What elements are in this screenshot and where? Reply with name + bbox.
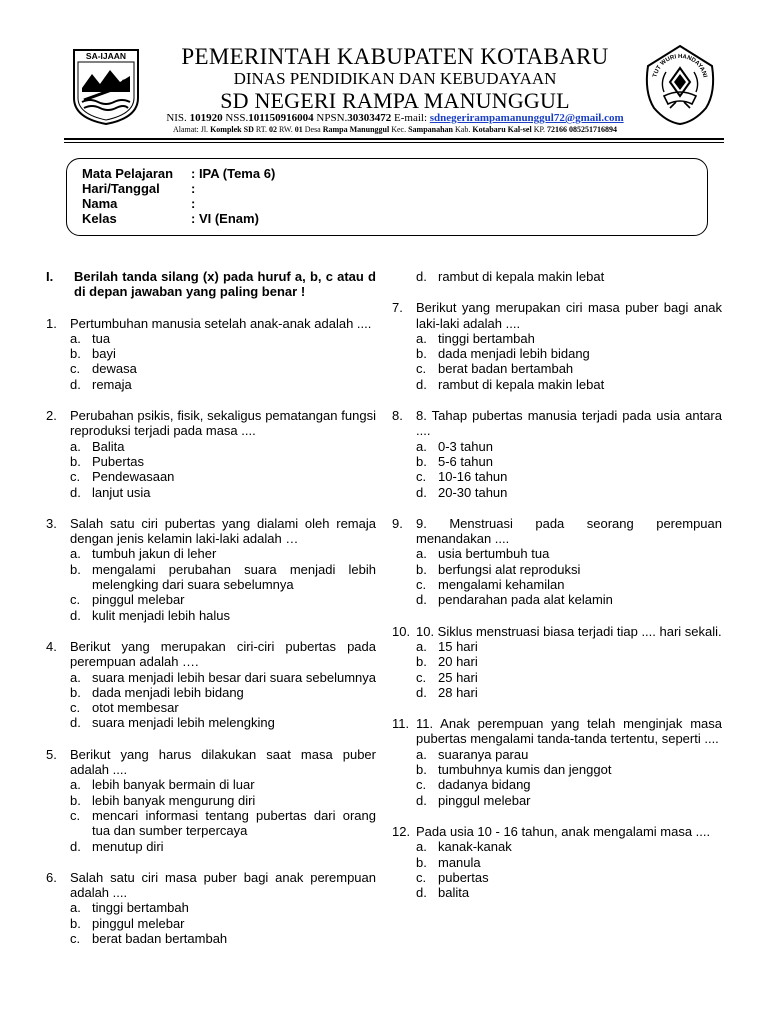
question-text: Salah satu ciri masa puber bagi anak perempuan adalah .... [70,869,376,901]
question-text: 9. Menstruasi pada seorang perempuan menandakan .... [416,515,722,547]
option-letter: d. [416,484,427,500]
option-text: otot membesar [92,700,179,716]
option-text: suara menjadi lebih melengking [92,715,275,731]
question-number: 2. [46,408,57,424]
info-row-class: Kelas : VI (Enam) [82,211,259,226]
question-item [392,408,722,500]
question-item [392,624,722,700]
option-letter: b. [70,561,81,577]
option-letter: a. [70,438,81,454]
option-text: 10-16 tahun [438,469,508,485]
question-text: Berikut yang harus dilakukan saat masa puber adalah .... [70,746,376,778]
answer-option [416,685,722,700]
answer-option [416,870,722,885]
option-letter: b. [416,346,427,362]
answer-option [70,346,376,361]
option-letter: c. [70,700,81,716]
answer-option [70,777,376,792]
option-text: Balita [92,438,125,454]
option-letter: c. [416,777,427,793]
question-number: 11. [392,716,410,732]
answer-option [416,485,722,500]
answer-option [70,685,376,700]
question-item [392,716,722,808]
option-letter: a. [416,746,427,762]
question-number: 5. [46,746,57,762]
question-item [46,316,376,392]
answer-option [70,546,376,561]
option-text: suara menjadi lebih besar dari suara sebelumnya [92,669,376,685]
option-letter: b. [70,346,81,362]
answer-option [70,331,376,346]
option-letter: d. [70,484,81,500]
option-text: 15 hari [438,638,478,654]
option-text: tinggi bertambah [438,330,535,346]
option-text: 20-30 tahun [438,484,508,500]
option-text: tumbuhnya kumis dan jenggot [438,762,612,778]
option-carryover: d. rambut di kepala makin lebat [416,269,605,284]
answer-option [416,361,722,376]
option-letter: a. [416,839,427,855]
option-text: pinggul melebar [438,792,531,808]
answer-option [70,900,376,915]
info-row-name: Nama : [82,196,196,211]
question-number: 3. [46,515,57,531]
answer-option [416,747,722,762]
option-letter: b. [70,915,81,931]
info-row-subject: Mata Pelajaran : IPA (Tema 6) [82,166,276,181]
question-text: Berikut yang merupakan ciri masa puber bagi anak laki-laki adalah .... [416,300,722,331]
option-letter: a. [70,900,81,916]
option-text: manula [438,854,481,870]
option-text: berfungsi alat reproduksi [438,561,581,577]
option-text: kulit menjadi lebih halus [92,607,231,623]
option-letter: b. [416,561,427,577]
option-text: remaja [92,376,132,392]
question-number: 9. [392,515,403,531]
option-letter: a. [416,546,427,562]
answer-option [70,454,376,469]
question-text: Berikut yang merupakan ciri-ciri pubertas pada perempuan adalah …. [70,638,376,670]
answer-option [70,808,376,839]
letterhead-rule-thick [64,138,724,140]
question-number: 6. [46,869,57,885]
question-stem [392,716,722,747]
option-text: rambut di kepala makin lebat [438,376,605,392]
option-letter: b. [416,854,427,870]
option-list [70,900,376,946]
option-text: tinggi bertambah [92,900,189,916]
question-stem [46,870,376,901]
question-text: Pada usia 10 - 16 tahun, anak mengalami masa .... [416,823,711,839]
option-text: pendarahan pada alat kelamin [438,592,613,608]
option-text: tua [92,330,111,346]
option-list [416,546,722,607]
option-letter: d. [416,792,427,808]
question-number: 1. [46,315,57,331]
question-stem [392,516,722,547]
option-text: dewasa [92,361,137,377]
option-text: berat badan bertambah [438,361,574,377]
question-stem [46,316,376,331]
option-list [70,546,376,622]
option-text: mencari informasi tentang pubertas dari orang tua dan sumber terpercaya [92,807,376,839]
option-list [70,439,376,500]
answer-option [70,916,376,931]
answer-option [70,562,376,593]
option-text: tumbuh jakun di leher [92,546,217,562]
option-letter: a. [70,777,81,793]
option-text: 20 hari [438,654,478,670]
option-list [416,331,722,392]
question-item [392,824,722,900]
header-government: PEMERINTAH KABUPATEN KOTABARU [181,44,609,69]
option-text: 0-3 tahun [438,438,493,454]
option-text: Pubertas [92,453,145,469]
question-text: Pertumbuhan manusia setelah anak-anak adalah .... [70,315,372,331]
option-list [70,331,376,392]
option-letter: a. [70,330,81,346]
answer-option [70,485,376,500]
option-letter: b. [416,762,427,778]
option-list [416,747,722,808]
option-text: pubertas [438,869,489,885]
option-text: dada menjadi lebih bidang [438,346,590,362]
answer-option [70,592,376,607]
option-text: bayi [92,346,116,362]
option-list [416,439,722,500]
option-letter: a. [70,546,81,562]
question-stem [392,624,722,639]
info-row-date: Hari/Tanggal : [82,181,196,196]
option-text: lanjut usia [92,484,151,500]
answer-option [70,700,376,715]
option-letter: b. [70,453,81,469]
question-text: 11. Anak perempuan yang telah menginjak masa pubertas mengalami tanda-tanda tertentu, seperti .... [416,716,722,747]
question-number: 12. [392,823,411,839]
question-number: 8. [392,408,403,424]
question-item [392,516,722,608]
answer-option [70,839,376,854]
option-list [416,639,722,700]
option-letter: d. [70,607,81,623]
option-text: dada menjadi lebih bidang [92,684,244,700]
option-letter: c. [416,577,427,593]
option-text: 28 hari [438,684,478,700]
question-number: 7. [392,300,403,316]
instruction: I. Berilah tanda silang (x) pada huruf a, b, c atau d di depan jawaban yang paling benar ! [46,269,376,300]
option-letter: c. [416,669,427,685]
question-text: 10. Siklus menstruasi biasa terjadi tiap .... hari sekali. [416,623,722,639]
option-list [70,670,376,731]
question-stem [46,747,376,778]
option-text: lebih banyak mengurung diri [92,792,256,808]
question-item [392,300,722,392]
option-text: dadanya bidang [438,777,531,793]
logo-left-text: SA-IJAAN [85,51,127,61]
answer-option [416,762,722,777]
question-stem [392,300,722,331]
answer-option [416,454,722,469]
option-letter: d. [416,684,427,700]
question-text: Perubahan psikis, fisik, sekaligus pematangan fungsi reproduksi terjadi pada masa .... [70,408,376,439]
option-text: 5-6 tahun [438,453,493,469]
option-letter: b. [70,792,81,808]
header-school-name: SD NEGERI RAMPA MANUNGGUL [220,88,570,113]
option-text: mengalami perubahan suara menjadi lebih melengking dari suara sebelumnya [92,561,376,593]
question-stem [392,408,722,439]
question-text: Salah satu ciri pubertas yang dialami oleh remaja dengan jenis kelamin laki-laki adalah … [70,515,376,547]
answer-option [416,346,722,361]
answer-option [70,608,376,623]
answer-option [416,469,722,484]
question-item [46,747,376,854]
logo-right-text: TUT WURI HANDAYANI [652,53,708,79]
answer-option [416,439,722,454]
option-letter: b. [416,453,427,469]
answer-option [416,793,722,808]
answer-option [70,469,376,484]
question-item [46,516,376,623]
option-letter: c. [70,592,81,608]
option-text: 25 hari [438,669,478,685]
answer-option [416,377,722,392]
question-stem [392,824,722,839]
tut-wuri-handayani-logo [640,42,720,126]
option-text: berat badan bertambah [92,930,228,946]
option-text: usia bertumbuh tua [438,546,550,562]
question-item [46,870,376,946]
option-letter: a. [416,638,427,654]
option-letter: c. [416,361,427,377]
answer-option [416,777,722,792]
option-letter: a. [416,438,427,454]
answer-option [416,885,722,900]
option-letter: d. [416,885,427,901]
option-text: suaranya parau [438,746,529,762]
option-letter: d. [70,838,81,854]
option-list [416,839,722,900]
header-department: DINAS PENDIDIKAN DAN KEBUDAYAAN [233,69,557,88]
question-number: 4. [46,638,57,654]
right-column [392,269,722,916]
question-text: 8. Tahap pubertas manusia terjadi pada usia antara .... [416,408,722,439]
option-text: Pendewasaan [92,469,175,485]
question-item [46,408,376,500]
option-text: menutup diri [92,838,164,854]
answer-option [416,639,722,654]
letterhead-rule-thin [64,142,724,143]
left-column [46,269,376,962]
header-identifiers: NIS. 101920 NSS.101150916004 NPSN.30303472 E-mail: sdnegerirampamanunggul72@gmail.com [166,112,624,124]
header-address: Alamat: Jl. Komplek SD RT. 02 RW. 01 Desa Rampa Manunggul Kec. Sampanahan Kab. Kotabaru Kal-sel KP. 72166 085251716894 [172,125,618,134]
question-stem [46,516,376,547]
answer-option [70,439,376,454]
option-letter: c. [70,807,81,823]
option-letter: c. [70,469,81,485]
option-text: kanak-kanak [438,839,512,855]
option-letter: a. [416,330,427,346]
answer-option [70,793,376,808]
option-list [70,777,376,853]
answer-option [416,577,722,592]
option-letter: d. [416,592,427,608]
option-letter: c. [70,361,81,377]
answer-option [70,361,376,376]
option-text: lebih banyak bermain di luar [92,777,255,793]
answer-option [70,715,376,730]
answer-option [70,931,376,946]
option-letter: b. [70,684,81,700]
answer-option [416,546,722,561]
option-letter: d. [70,376,81,392]
question-item [46,639,376,731]
option-letter: d. [416,376,427,392]
option-letter: c. [416,869,427,885]
option-letter: c. [416,469,427,485]
question-number: 10. [392,623,411,639]
answer-option [70,377,376,392]
option-letter: c. [70,930,81,946]
option-text: pinggul melebar [92,592,185,608]
option-letter: b. [416,654,427,670]
question-stem [46,639,376,670]
answer-option [416,331,722,346]
answer-option [70,670,376,685]
answer-option [416,592,722,607]
option-text: balita [438,885,470,901]
answer-option [416,562,722,577]
answer-option [416,839,722,854]
option-letter: d. [70,715,81,731]
option-text: pinggul melebar [92,915,185,931]
answer-option [416,654,722,669]
answer-option [416,855,722,870]
answer-option [416,670,722,685]
option-text: mengalami kehamilan [438,577,565,593]
question-stem [46,408,376,439]
email-link[interactable]: sdnegerirampamanunggul72@gmail.com [429,112,624,124]
option-letter: a. [70,669,81,685]
